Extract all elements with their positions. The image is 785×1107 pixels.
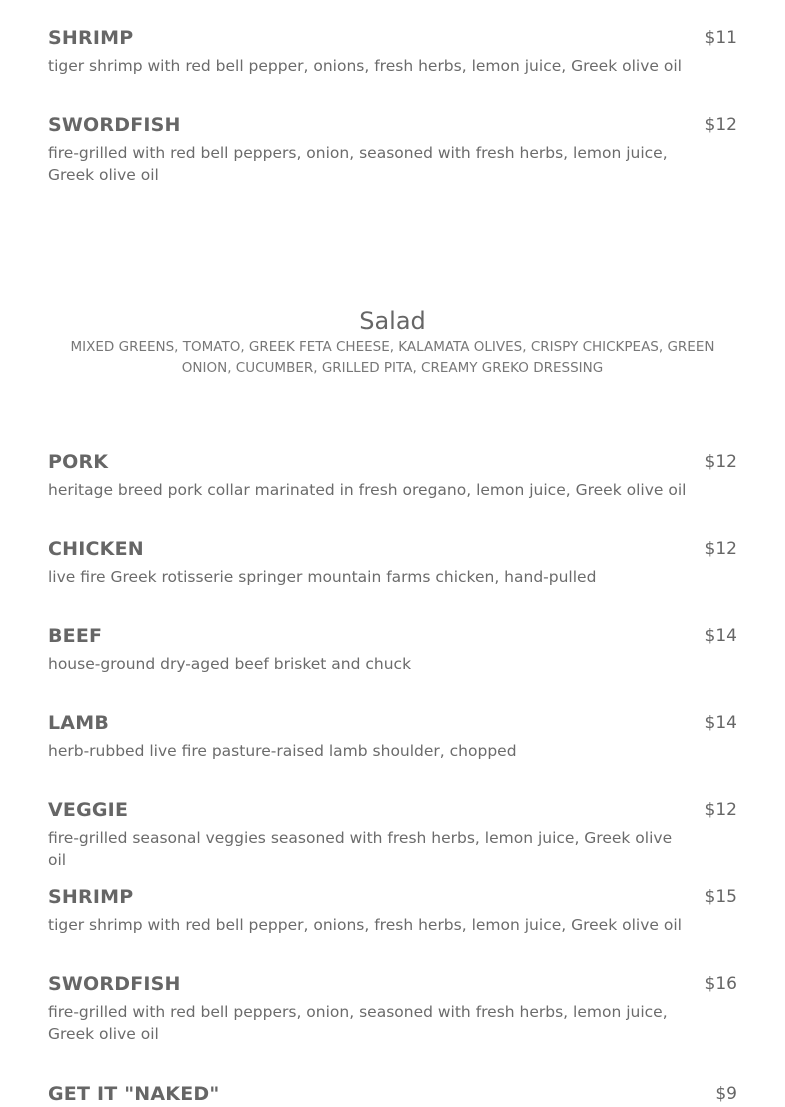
- item-description: live fire Greek rotisserie springer mountain farms chicken, hand-pulled: [48, 568, 597, 586]
- item-price: $12: [704, 539, 737, 559]
- item-price: $16: [704, 974, 737, 994]
- item-name: LAMB: [48, 712, 110, 734]
- section-title: Salad: [359, 307, 426, 335]
- item-name: GET IT "NAKED": [48, 1083, 220, 1105]
- item-description: fire-grilled seasonal veggies seasoned with fresh herbs, lemon juice, Greek olive oil: [48, 829, 673, 869]
- item-price: $12: [704, 800, 737, 820]
- item-name: BEEF: [48, 625, 103, 647]
- item-name: PORK: [48, 451, 109, 473]
- item-description: herb-rubbed live fire pasture-raised lamb shoulder, chopped: [48, 742, 517, 760]
- item-price: $15: [704, 887, 737, 907]
- item-description: tiger shrimp with red bell pepper, onions, fresh herbs, lemon juice, Greek olive oil: [48, 916, 682, 934]
- item-description: house-ground dry-aged beef brisket and chuck: [48, 655, 412, 673]
- item-price: $12: [704, 115, 737, 135]
- item-price: $12: [704, 452, 737, 472]
- item-name: SWORDFISH: [48, 114, 181, 136]
- section-subtitle: MIXED GREENS, TOMATO, GREEK FETA CHEESE, KALAMATA OLIVES, CRISPY CHICKPEAS, GREEN ONION, CUCUMBER, GRILLED PITA, CREAMY GREKO DRESSING: [70, 339, 715, 376]
- item-price: $9: [715, 1084, 737, 1104]
- item-description: fire-grilled with red bell peppers, onion, seasoned with fresh herbs, lemon juice, Greek olive oil: [48, 1003, 668, 1043]
- item-description: tiger shrimp with red bell pepper, onions, fresh herbs, lemon juice, Greek olive oil: [48, 57, 682, 75]
- item-name: SHRIMP: [48, 886, 134, 908]
- item-name: SHRIMP: [48, 27, 134, 49]
- item-description: heritage breed pork collar marinated in fresh oregano, lemon juice, Greek olive oil: [48, 481, 687, 499]
- item-name: CHICKEN: [48, 538, 144, 560]
- item-price: $14: [704, 713, 737, 733]
- item-description: fire-grilled with red bell peppers, onion, seasoned with fresh herbs, lemon juice, Greek olive oil: [48, 144, 668, 184]
- item-price: $11: [704, 28, 737, 48]
- item-price: $14: [704, 626, 737, 646]
- item-name: VEGGIE: [48, 799, 129, 821]
- item-name: SWORDFISH: [48, 973, 181, 995]
